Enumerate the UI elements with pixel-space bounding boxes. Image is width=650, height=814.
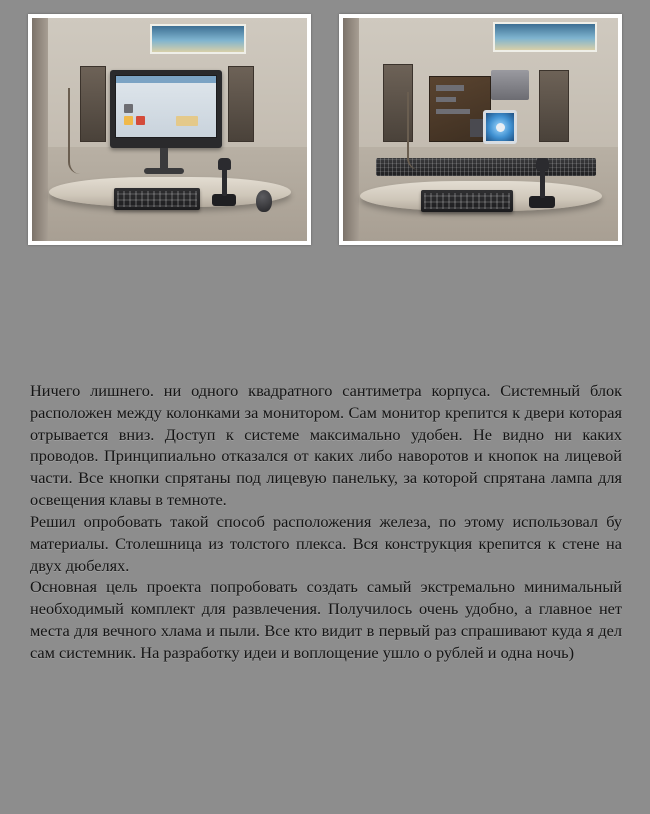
speaker-right-icon [539, 70, 569, 142]
wall-edge-icon [343, 18, 359, 241]
wall-picture-icon [493, 22, 597, 52]
keyboard-icon [114, 188, 200, 210]
photo-closed-desk [28, 14, 311, 245]
joystick-stick-icon [540, 168, 545, 198]
keyboard-icon [421, 190, 513, 212]
blue-fan-icon [483, 110, 517, 144]
paragraph-2: Решил опробовать такой способ расположения железа, по этому использовал бу материалы. Столешница из толстого плекса. Вся конструкция крепится к стене на двух дюбелях. [30, 511, 622, 575]
speaker-right-icon [228, 66, 254, 142]
monitor-screen [115, 75, 217, 138]
paragraph-3: Основная цель проекта попробовать создать самый экстремально минимальный необходимый комплект для развлечения. Получилось очень удобно, а главное нет места для вечного хлама и пыли. Все кто видит в первый раз спрашивают куда я дел сам системник. На разработку идеи и воплощение ушло о рублей и одна ночь) [30, 577, 622, 662]
cable-icon [407, 92, 431, 170]
wall-picture-icon [150, 24, 246, 54]
joystick-top-icon [218, 158, 231, 170]
photo-row [0, 0, 650, 245]
motherboard-icon [429, 76, 491, 142]
mouse-icon [256, 190, 272, 212]
monitor-icon [110, 70, 222, 148]
joystick-stick-icon [222, 168, 227, 196]
screen-icon-window [176, 116, 198, 126]
photo-open-case [339, 14, 622, 245]
monitor-base-icon [144, 168, 184, 174]
power-supply-icon [491, 70, 529, 100]
motherboard-slot [436, 97, 456, 102]
article-body [30, 380, 622, 664]
monitor-stand-icon [160, 148, 168, 170]
cable-icon [68, 88, 94, 174]
motherboard-slot [436, 109, 470, 114]
joystick-top-icon [536, 158, 549, 170]
screen-icon-app [136, 116, 145, 125]
paragraph-1: Ничего лишнего. ни одного квадратного сантиметра корпуса. Системный блок расположен между колонками за монитором. Сам монитор крепится к двери которая отрывается вниз. Доступ к системе максимально удобен. Не видно ни каких проводов. Принципиально отказался от каких либо наворотов и кнопок на лицевой части. Все кнопки спрятаны под лицевую панельку, за которой спрятана лампа для освещения клавы в темноте. [30, 381, 622, 510]
photo-open-case-image [343, 18, 618, 241]
wall-edge-icon [32, 18, 48, 241]
screen-icon-file [124, 104, 133, 113]
photo-closed-desk-image [32, 18, 307, 241]
motherboard-slot [436, 85, 464, 91]
screen-icon-folder [124, 116, 133, 125]
screen-titlebar [116, 76, 216, 83]
